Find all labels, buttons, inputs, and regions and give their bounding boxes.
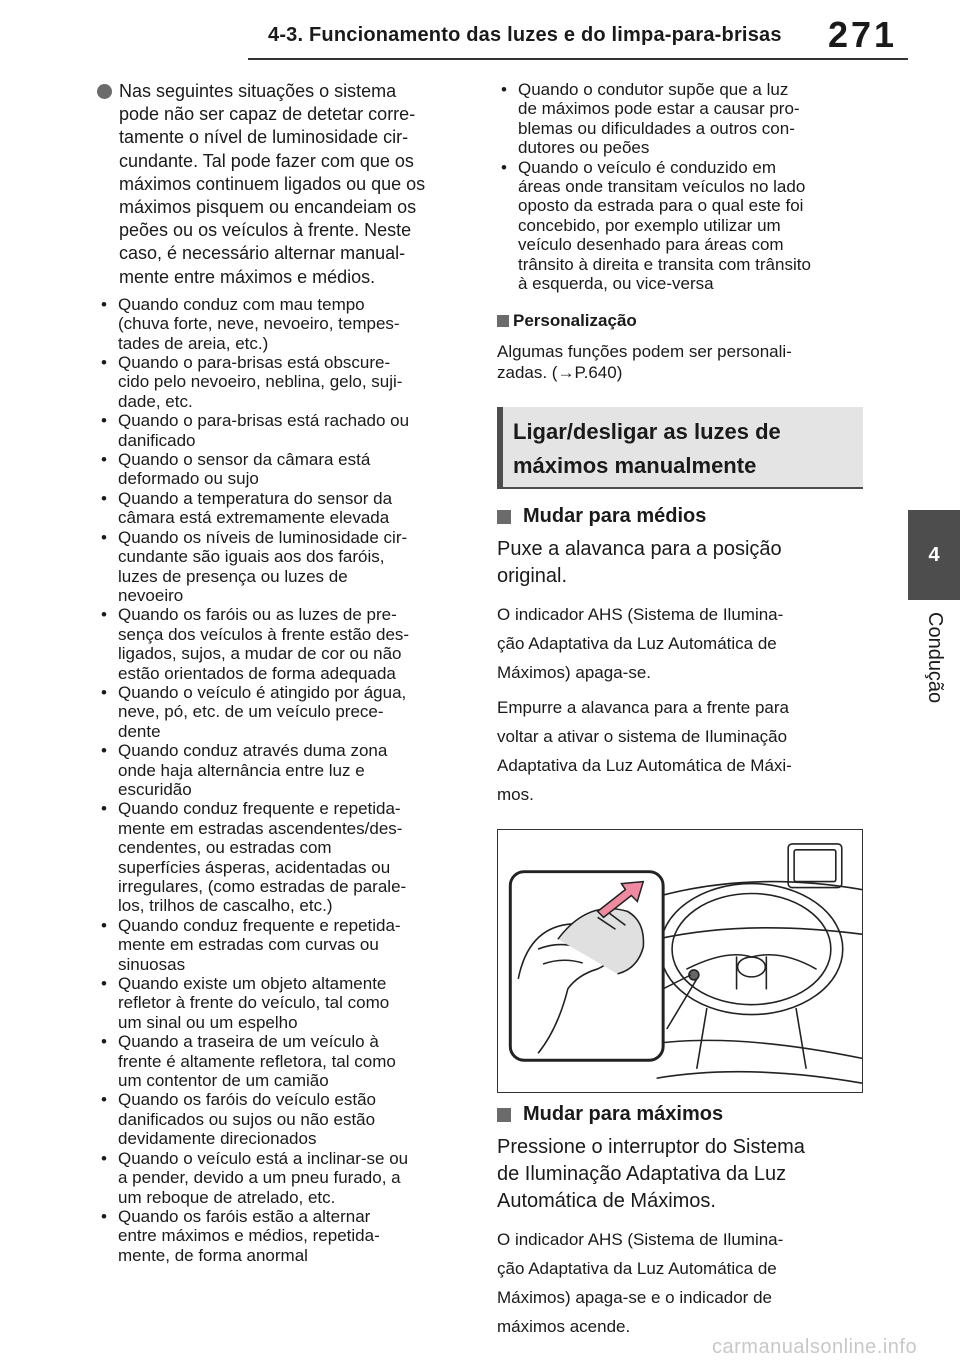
bullet-icon: • bbox=[101, 974, 107, 994]
high-beam-instruction: Pressione o interruptor do Sistema de Iluminação Adaptativa da Luz Automática de Máximos. bbox=[497, 1136, 805, 1213]
list-item-line: áreas onde transitam veículos no lado bbox=[518, 177, 806, 197]
list-item-line: a pender, devido a um pneu furado, a bbox=[118, 1168, 401, 1188]
list-item bbox=[97, 1207, 467, 1265]
list-item-line: veículo desenhado para áreas com bbox=[518, 235, 784, 255]
list-item bbox=[97, 605, 467, 683]
bullet-icon: • bbox=[101, 915, 107, 935]
dashboard-edge bbox=[657, 928, 861, 939]
bullet-icon: • bbox=[101, 1206, 107, 1226]
bullet-icon: • bbox=[101, 488, 107, 508]
list-item-line: onde haja alternância entre luz e bbox=[118, 760, 365, 780]
list-item-line: superfícies ásperas, acidentadas ou bbox=[118, 857, 391, 877]
list-item bbox=[97, 683, 467, 741]
list-item-line: Quando os faróis ou as luzes de pre- bbox=[118, 605, 397, 625]
list-item-line: danificados ou sujos ou não estão bbox=[118, 1109, 376, 1129]
list-item-line: ligados, sujos, a mudar de cor ou não bbox=[118, 644, 402, 664]
list-item-line: entre máximos e médios, repetida- bbox=[118, 1226, 380, 1246]
list-item bbox=[97, 489, 467, 528]
chapter-tab: 4 bbox=[908, 510, 960, 600]
list-item bbox=[97, 411, 467, 450]
intro-line: peões ou os veículos à frente. Neste bbox=[119, 220, 412, 241]
list-item-line: concebido, por exemplo utilizar um bbox=[518, 215, 781, 235]
list-item-line: nevoeiro bbox=[118, 585, 184, 605]
list-item-line: luzes de presença ou luzes de bbox=[118, 566, 348, 586]
list-item-line: Quando os níveis de luminosidade cir- bbox=[118, 527, 408, 547]
list-item bbox=[97, 1149, 467, 1207]
intro-line: Nas seguintes situações o sistema bbox=[119, 81, 397, 101]
page-header bbox=[0, 0, 960, 70]
section-heading-box bbox=[497, 407, 863, 489]
list-item bbox=[97, 353, 467, 411]
intro-line: tamente o nível de luminosidade cir- bbox=[119, 127, 409, 148]
intro-line: mente entre máximos e médios. bbox=[119, 266, 376, 287]
section-title-line: máximos manualmente bbox=[513, 453, 757, 479]
list-item-line: neve, pó, etc. de um veículo prece- bbox=[118, 702, 384, 722]
list-item-line: mente em estradas com curvas ou bbox=[118, 935, 379, 955]
bullet-icon: • bbox=[501, 157, 507, 177]
list-item-line: mente, de forma anormal bbox=[118, 1245, 308, 1265]
list-item-line: dente bbox=[118, 721, 161, 741]
intro-line: máximos continuem ligados ou que os bbox=[119, 173, 426, 194]
steering-lever-illustration bbox=[497, 829, 863, 1093]
lever-detail-inset bbox=[510, 872, 663, 1061]
bullet-icon: • bbox=[101, 527, 107, 547]
list-item-line: um sinal ou um espelho bbox=[118, 1012, 298, 1032]
list-item bbox=[97, 741, 467, 799]
situation-list-continued bbox=[497, 80, 863, 293]
intro-line: cundante. Tal pode fazer com que os bbox=[119, 150, 414, 171]
square-bullet-icon bbox=[497, 1108, 511, 1122]
list-item-line: dutores ou peões bbox=[518, 138, 650, 158]
list-item-line: frente é altamente refletora, tal como bbox=[118, 1051, 396, 1071]
header-rule bbox=[248, 58, 908, 60]
list-item bbox=[97, 1090, 467, 1148]
subheading-low-beam: Mudar para médios bbox=[497, 505, 863, 528]
page-number: 271 bbox=[828, 14, 898, 55]
list-item-line: um reboque de atrelado, etc. bbox=[118, 1187, 336, 1207]
list-item-line: escuridão bbox=[118, 779, 192, 799]
list-item-line: Quando o para-brisas está rachado ou bbox=[118, 411, 410, 431]
intro-line: máximos pisquem ou encandeiam os bbox=[119, 197, 417, 218]
bullet-icon: • bbox=[101, 682, 107, 702]
list-item bbox=[97, 916, 467, 974]
list-item-line: Quando o veículo é atingido por água, bbox=[118, 682, 407, 702]
list-item-line: oposto da estrada para o qual este foi bbox=[518, 196, 804, 216]
list-item-line: los, trilhos de cascalho, etc.) bbox=[118, 896, 333, 916]
list-item-line: de máximos pode estar a causar pro- bbox=[518, 99, 800, 119]
low-beam-description: O indicador AHS (Sistema de Ilumina- ção Adaptativa da Luz Automática de Máximos) apaga-se. bbox=[497, 605, 784, 683]
intro-paragraph bbox=[97, 80, 467, 289]
list-item-line: cundante são iguais aos dos faróis, bbox=[118, 547, 385, 567]
list-item-line: devidamente direcionados bbox=[118, 1129, 317, 1149]
list-item-line: dade, etc. bbox=[118, 391, 193, 411]
list-item-line: tades de areia, etc.) bbox=[118, 333, 269, 353]
customization-text: Algumas funções podem ser personali- zadas. (→P.640) bbox=[497, 342, 792, 383]
intro-line: pode não ser capaz de detetar corre- bbox=[119, 104, 416, 125]
list-item-line: cido pelo nevoeiro, neblina, gelo, suji- bbox=[118, 372, 403, 392]
low-beam-instruction: Puxe a alavanca para a posição original. bbox=[497, 538, 782, 588]
bullet-icon: • bbox=[101, 294, 107, 314]
watermark: carmanualsonline.info bbox=[712, 1336, 918, 1358]
left-column bbox=[97, 80, 467, 1265]
list-item-line: trânsito à direita e transita com trânsito bbox=[518, 254, 811, 274]
customization-heading: Personalização bbox=[497, 311, 863, 331]
bullet-icon: • bbox=[101, 741, 107, 761]
list-item-line: irregulares, (como estradas de parale- bbox=[118, 877, 407, 897]
list-item bbox=[97, 799, 467, 915]
chapter-side-label: Condução bbox=[924, 612, 946, 704]
list-item-line: blemas ou dificuldades a outros con- bbox=[518, 118, 795, 138]
intro-line: caso, é necessário alternar manual- bbox=[119, 243, 406, 264]
list-item bbox=[97, 450, 467, 489]
list-item-line: sinuosas bbox=[118, 954, 186, 974]
square-bullet-icon bbox=[497, 510, 511, 524]
list-item-line: um contentor de um camião bbox=[118, 1071, 329, 1091]
list-item bbox=[97, 295, 467, 353]
list-item-line: mente em estradas ascendentes/des- bbox=[118, 818, 403, 838]
list-item-line: à esquerda, ou vice-versa bbox=[518, 274, 714, 294]
list-item-line: Quando conduz através duma zona bbox=[118, 741, 388, 761]
list-item-line: deformado ou sujo bbox=[118, 469, 259, 489]
list-item bbox=[497, 80, 863, 158]
reactivate-description: Empurre a alavanca para a frente para voltar a ativar o sistema de Iluminação Adaptativa da Luz Automática de Máxi- mos. bbox=[497, 698, 792, 805]
high-beam-description: O indicador AHS (Sistema de Ilumina- ção Adaptativa da Luz Automática de Máximos) apaga-se e o indicador de máximos acende. bbox=[497, 1230, 784, 1337]
bullet-icon: • bbox=[101, 1148, 107, 1168]
list-item-line: (chuva forte, neve, nevoeiro, tempes- bbox=[118, 314, 400, 334]
chapter-title: 4-3. Funcionamento das luzes e do limpa-para-brisas bbox=[268, 24, 782, 46]
right-column bbox=[497, 80, 863, 1347]
list-item-line: Quando conduz frequente e repetida- bbox=[118, 799, 401, 819]
list-item-line: Quando os faróis estão a alternar bbox=[118, 1206, 371, 1226]
bullet-icon: • bbox=[101, 605, 107, 625]
bullet-icon: • bbox=[101, 450, 107, 470]
list-item-line: estão orientados de forma adequada bbox=[118, 663, 396, 683]
square-bullet-icon bbox=[497, 315, 509, 327]
list-item bbox=[497, 158, 863, 294]
bullet-icon: • bbox=[101, 411, 107, 431]
situation-list bbox=[97, 295, 467, 1265]
list-item-line: Quando os faróis do veículo estão bbox=[118, 1090, 376, 1110]
list-item-line: Quando conduz com mau tempo bbox=[118, 294, 365, 314]
list-item-line: refletor à frente do veículo, tal como bbox=[118, 993, 390, 1013]
list-item bbox=[97, 974, 467, 1032]
list-item-line: cendentes, ou estradas com bbox=[118, 838, 332, 858]
subheading-high-beam: Mudar para máximos bbox=[497, 1103, 863, 1126]
list-item-line: danificado bbox=[118, 430, 196, 450]
list-item-line: Quando o sensor da câmara está bbox=[118, 450, 371, 470]
bullet-icon: • bbox=[501, 80, 507, 99]
list-item bbox=[97, 528, 467, 606]
bullet-icon: • bbox=[101, 799, 107, 819]
list-item-line: câmara está extremamente elevada bbox=[118, 508, 390, 528]
list-item-line: Quando o veículo está a inclinar-se ou bbox=[118, 1148, 409, 1168]
list-item-line: Quando o veículo é conduzido em bbox=[518, 157, 777, 177]
list-item-line: Quando o condutor supõe que a luz bbox=[518, 80, 789, 99]
list-item-line: Quando existe um objeto altamente bbox=[118, 974, 387, 994]
list-item-line: Quando a traseira de um veículo à bbox=[118, 1032, 379, 1052]
list-item-line: Quando conduz frequente e repetida- bbox=[118, 915, 401, 935]
section-title-line: Ligar/desligar as luzes de bbox=[513, 419, 781, 445]
round-bullet-icon bbox=[97, 84, 112, 99]
list-item bbox=[97, 1032, 467, 1090]
bullet-icon: • bbox=[101, 1090, 107, 1110]
list-item-line: sença dos veículos à frente estão des- bbox=[118, 624, 410, 644]
bullet-icon: • bbox=[101, 1032, 107, 1052]
list-item-line: Quando o para-brisas está obscure- bbox=[118, 353, 391, 373]
list-item-line: Quando a temperatura do sensor da bbox=[118, 488, 393, 508]
bullet-icon: • bbox=[101, 353, 107, 373]
